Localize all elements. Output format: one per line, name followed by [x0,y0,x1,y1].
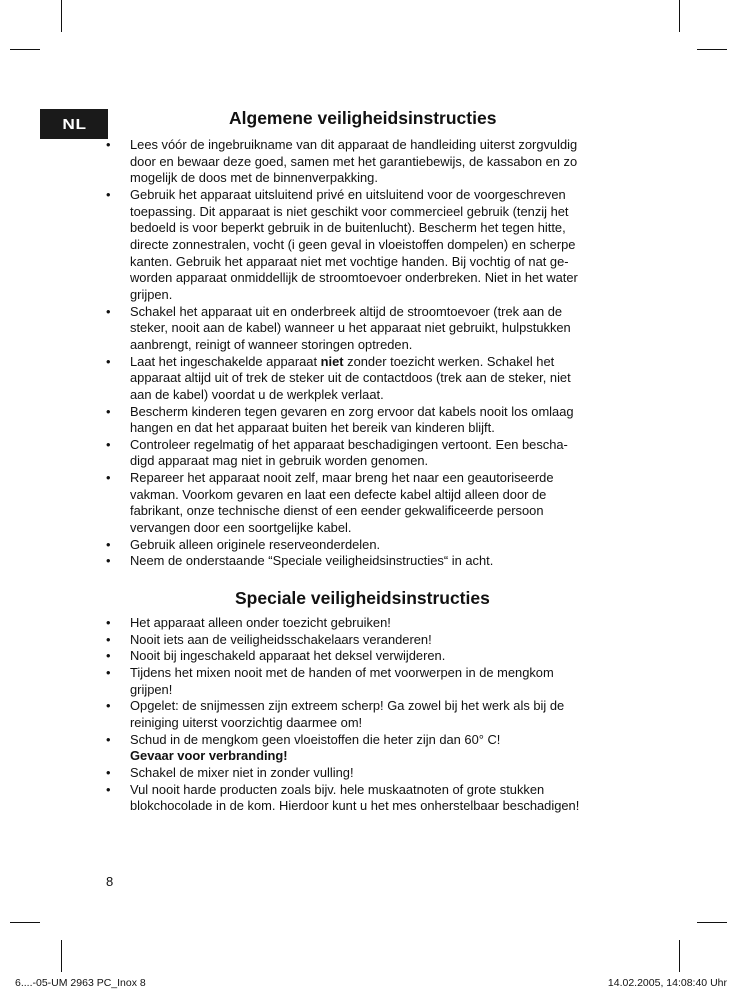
special-safety-list [106,615,646,815]
list-item: • Laat het ingeschakelde apparaat niet zonder toezicht werken. Schakel het apparaat altijd uit of trek de steker uit de contactdoos (trek aan de steker, niet aan de kabel) voordat u de werkplek verlaat. [106,354,646,404]
list-item: • Lees vóór de ingebruikname van dit apparaat de handleiding uiterst zorgvuldig door en bewaar deze goed, samen met het garantiebewijs, de kassabon en zo mogelijk de doos met de binnenverpakking. [106,137,646,187]
list-item: • Schakel het apparaat uit en onderbreek altijd de stroomtoevoer (trek aan de steker, nooit aan de kabel) wanneer u het apparaat niet gebruikt, hulpstukken aanbrengt, reinigt of wanneer storingen optreden. [106,304,646,354]
list-item: • Gebruik alleen originele reserveonderdelen. [106,537,646,554]
language-tab: NL [40,109,108,139]
crop-mark [61,0,62,32]
emphasis-niet: niet [320,353,344,369]
crop-mark [697,49,727,50]
list-item: • Bescherm kinderen tegen gevaren en zorg ervoor dat kabels nooit los omlaag hangen en dat het apparaat buiten het bereik van kinderen blijft. [106,404,646,437]
list-item: • Neem de onderstaande “Speciale veiligheidsinstructies“ in acht. [106,553,646,570]
section-title-general: Algemene veiligheidsinstructies [229,108,497,128]
list-item: • Schud in de mengkom geen vloeistoffen die heter zijn dan 60° C! Gevaar voor verbranding! [106,732,646,765]
crop-mark [10,49,40,50]
list-item: • Vul nooit harde producten zoals bijv. hele muskaatnoten of grote stukken blokchocolade in de kom. Hierdoor kunt u het mes onherstelbaar beschadigen! [106,782,646,815]
crop-mark [10,922,40,923]
list-item: • Nooit bij ingeschakeld apparaat het deksel verwijderen. [106,648,646,665]
section-title-special: Speciale veiligheidsinstructies [235,588,490,608]
list-item: • Schakel de mixer niet in zonder vulling! [106,765,646,782]
general-safety-list [106,137,646,570]
list-item: • Repareer het apparaat nooit zelf, maar breng het naar een geautoriseerde vakman. Voorkom gevaren en laat een defecte kabel altijd alleen door de fabrikant, onze technische dienst of een eender gekwalificeerde persoon vervangen door een soortgelijke kabel. [106,470,646,537]
footer-timestamp: 14.02.2005, 14:08:40 Uhr [607,977,727,989]
list-item: • Opgelet: de snijmessen zijn extreem scherp! Ga zowel bij het werk als bij de reiniging uiterst voorzichtig daarmee om! [106,698,646,731]
crop-mark [679,940,680,972]
list-item: • Nooit iets aan de veiligheidsschakelaars veranderen! [106,632,646,649]
list-item: • Tijdens het mixen nooit met de handen of met voorwerpen in de mengkom grijpen! [106,665,646,698]
crop-mark [679,0,680,32]
list-item: • Het apparaat alleen onder toezicht gebruiken! [106,615,646,632]
page-number: 8 [106,874,114,889]
crop-mark [697,922,727,923]
list-item: • Controleer regelmatig of het apparaat beschadigingen vertoont. Een bescha- digd apparaat mag niet in gebruik worden genomen. [106,437,646,470]
list-item: • Gebruik het apparaat uitsluitend privé en uitsluitend voor de voorgeschreven toepassing. Dit apparaat is niet geschikt voor commercieel gebruik (tenzij het bedoeld is voor beperkt gebruik in de buitenlucht). Bescherm het tegen hitte, directe zonnestralen, vocht (i geen geval in vloeistoffen dompelen) en scherpe kanten. Gebruik het apparaat niet met vochtige handen. Bij vochtig of nat ge- worden apparaat onmiddellijk de stroomtoevoer onderbreken. Niet in het water grijpen. [106,187,646,304]
footer-file-info: 6....-05-UM 2963 PC_Inox 8 [15,977,146,989]
burn-warning: Gevaar voor verbranding! [130,748,288,764]
crop-mark [61,940,62,972]
